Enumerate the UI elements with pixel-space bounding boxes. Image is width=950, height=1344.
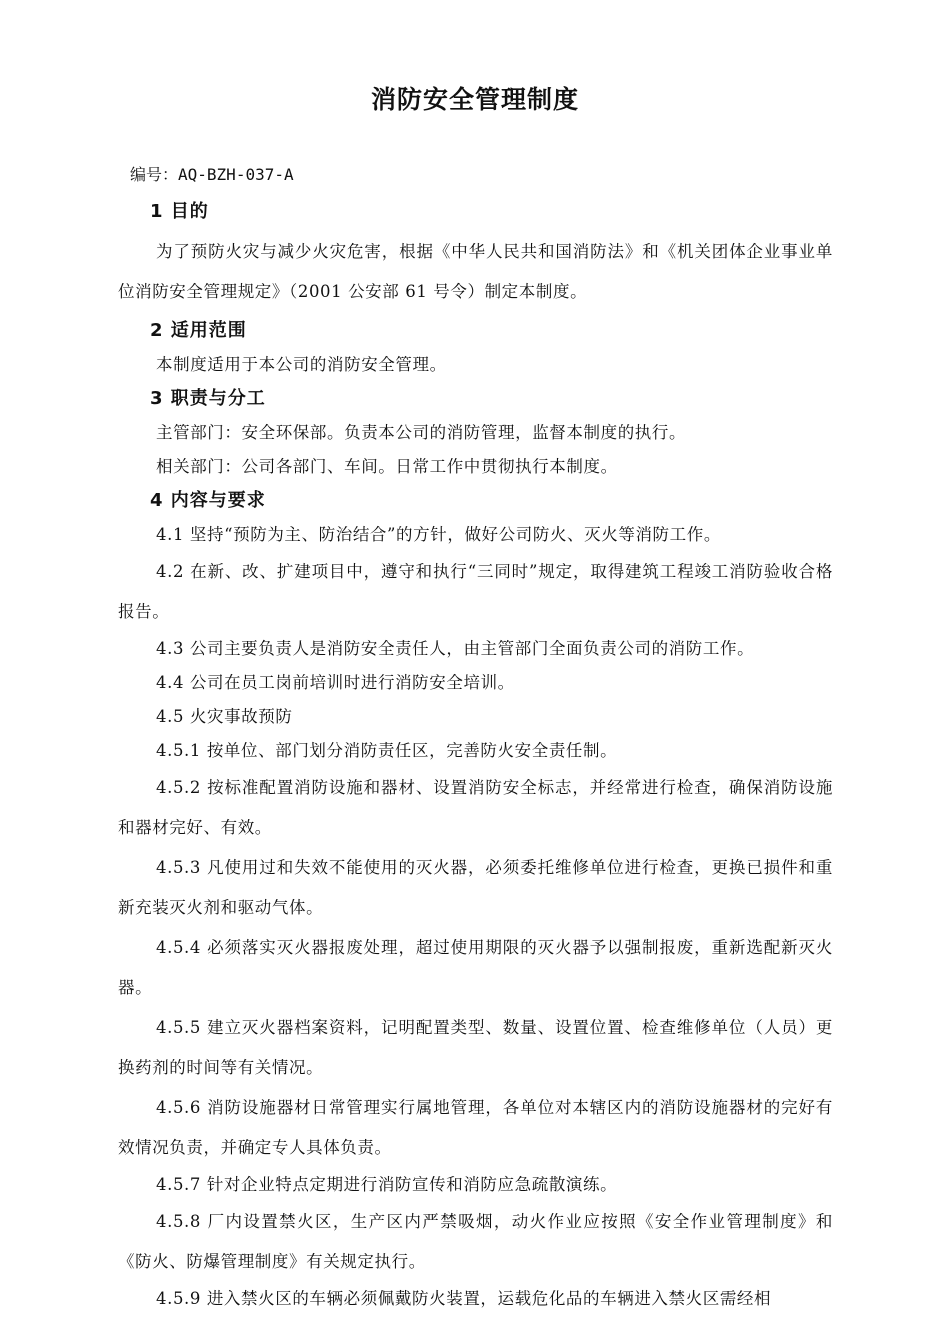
- section-heading-requirements: 4 内容与要求: [150, 490, 266, 511]
- clause-4-5-5: 4.5.5 建立灭火器档案资料，记明配置类型、数量、设置位置、检查维修单位（人员）更换药剂的时间等有关情况。: [118, 1018, 833, 1077]
- clause-4-5-9: 4.5.9 进入禁火区的车辆必须佩戴防火装置，运载危化品的车辆进入禁火区需经相: [156, 1289, 772, 1308]
- document-title: 消防安全管理制度: [370, 85, 579, 114]
- document-code-label: 编号：: [130, 165, 179, 184]
- clause-4-5-4: 4.5.4 必须落实灭火器报废处理，超过使用期限的灭火器予以强制报废，重新选配新灭火器。: [118, 938, 833, 997]
- section-heading-scope: 2 适用范围: [150, 320, 247, 341]
- document-code: [118, 155, 833, 195]
- clause-4-5-3: 4.5.3 凡使用过和失效不能使用的灭火器，必须委托维修单位进行检查，更换已损件和重新充装灭火剂和驱动气体。: [118, 858, 833, 917]
- clause-4-1: 4.1 坚持“预防为主、防治结合”的方针，做好公司防火、灭火等消防工作。: [156, 525, 721, 544]
- clause-4-5-8: 4.5.8 厂内设置禁火区，生产区内严禁吸烟，动火作业应按照《安全作业管理制度》和《防火、防爆管理制度》有关规定执行。: [118, 1212, 833, 1271]
- scope-paragraph: 本制度适用于本公司的消防安全管理。: [156, 355, 447, 374]
- responsibility-main-department: 主管部门：安全环保部。负责本公司的消防管理，监督本制度的执行。: [156, 423, 687, 442]
- section-heading-purpose: 1 目的: [150, 201, 209, 222]
- clause-4-3: 4.3 公司主要负责人是消防安全责任人，由主管部门全面负责公司的消防工作。: [156, 639, 755, 658]
- clause-4-5-7: 4.5.7 针对企业特点定期进行消防宣传和消防应急疏散演练。: [156, 1175, 618, 1194]
- clause-4-4: 4.4 公司在员工岗前培训时进行消防安全培训。: [156, 673, 515, 692]
- clause-4-5-2: 4.5.2 按标准配置消防设施和器材、设置消防安全标志，并经常进行检查，确保消防设施和器材完好、有效。: [118, 778, 833, 837]
- clause-4-5-6: 4.5.6 消防设施器材日常管理实行属地管理，各单位对本辖区内的消防设施器材的完好有效情况负责，并确定专人具体负责。: [118, 1098, 833, 1157]
- document-body: [118, 155, 833, 1316]
- clause-4-5-1: 4.5.1 按单位、部门划分消防责任区，完善防火安全责任制。: [156, 741, 618, 760]
- clause-4-5: 4.5 火灾事故预防: [156, 707, 293, 726]
- purpose-paragraph: 为了预防火灾与减少火灾危害，根据《中华人民共和国消防法》和《机关团体企业事业单位消防安全管理规定》（2001 公安部 61 号令）制定本制度。: [118, 242, 833, 301]
- responsibility-related-departments: 相关部门：公司各部门、车间。日常工作中贯彻执行本制度。: [156, 457, 618, 476]
- document-code-value: AQ-BZH-037-A: [178, 165, 294, 184]
- clause-4-2: 4.2 在新、改、扩建项目中，遵守和执行“三同时”规定，取得建筑工程竣工消防验收合格报告。: [118, 562, 833, 621]
- section-heading-responsibilities: 3 职责与分工: [150, 388, 266, 409]
